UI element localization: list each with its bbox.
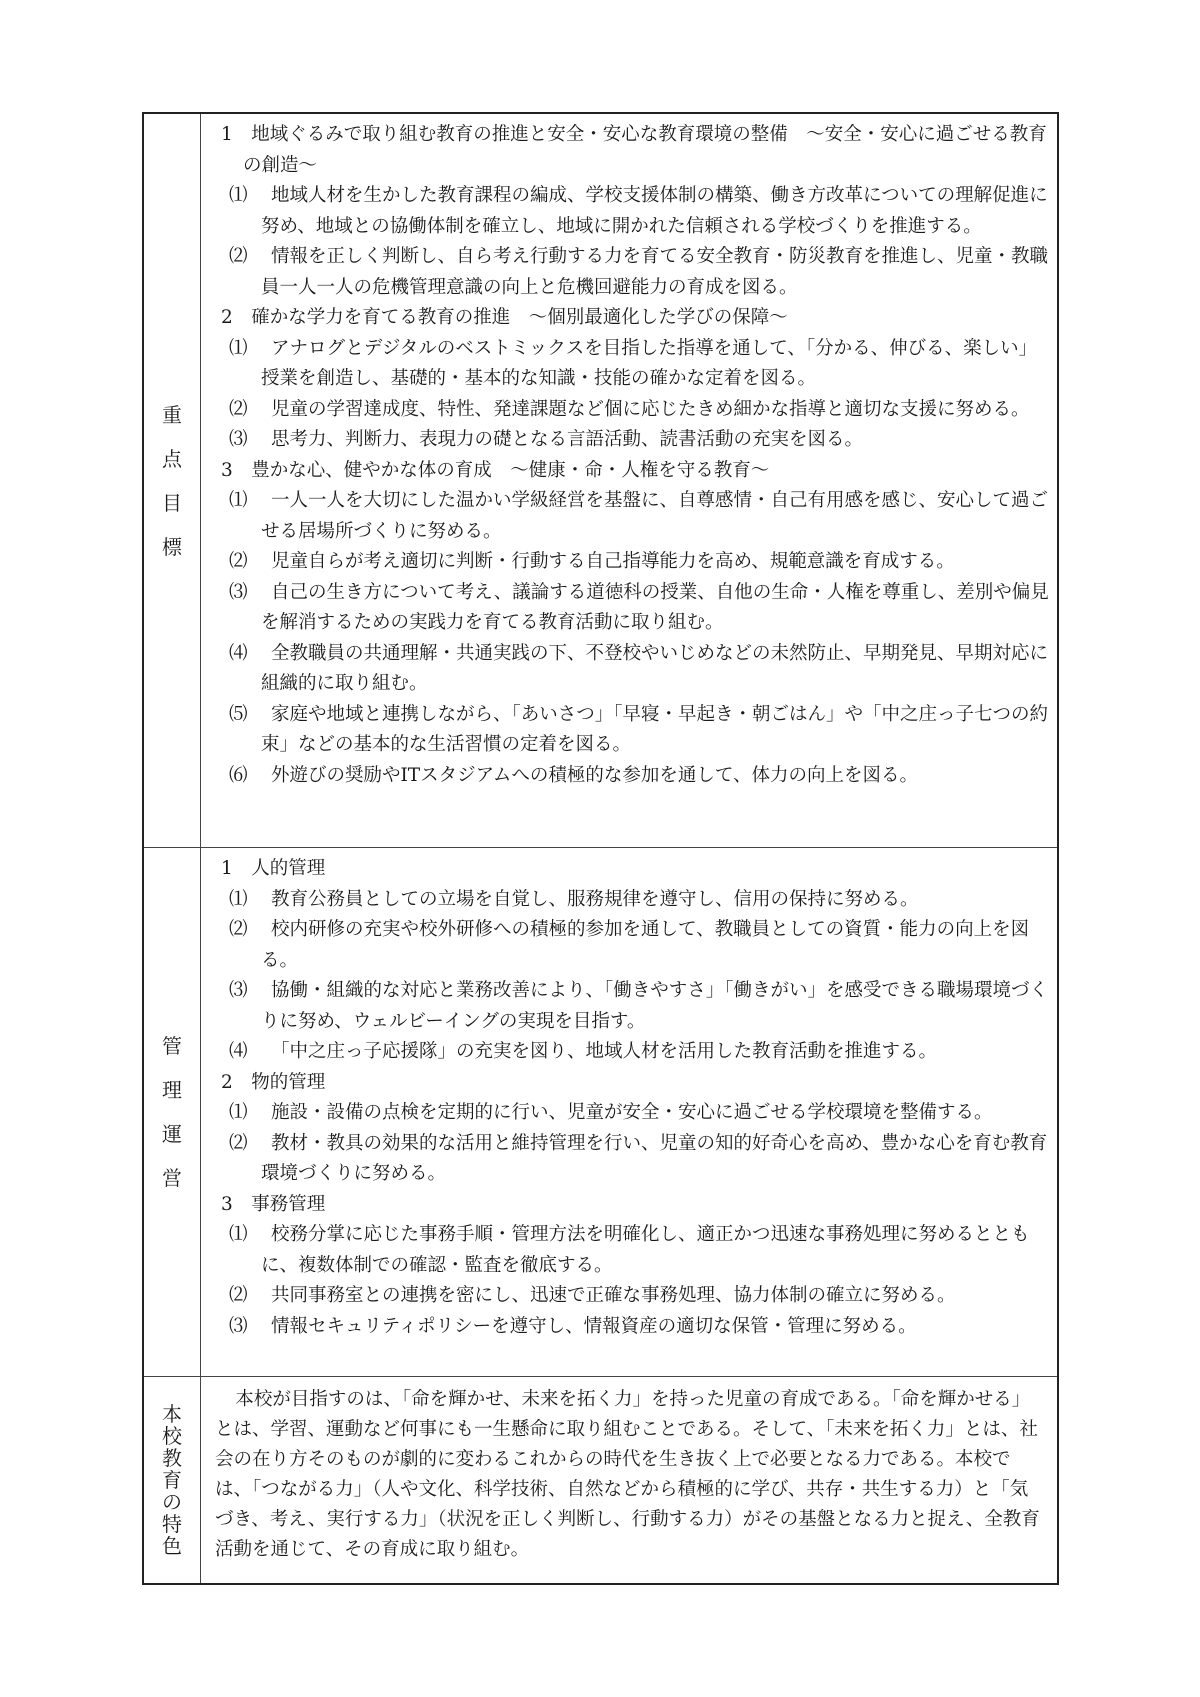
list-item xyxy=(229,976,1049,1037)
management-heading-3: 3 事務管理 xyxy=(221,1193,326,1215)
management-heading-1: 1 人的管理 xyxy=(221,858,326,879)
item-text: 共同事務室との連携を密にし、迅速で正確な事務処理、協力体制の確立に努める。 xyxy=(271,1285,956,1306)
list-item xyxy=(229,242,1049,303)
goals-heading-3: 3 豊かな心、健やかな体の育成 ～健康・命・人権を守る教育～ xyxy=(221,459,770,481)
item-number: ⑵ xyxy=(229,246,248,267)
list-item xyxy=(229,395,1049,426)
list-item xyxy=(229,547,1049,578)
item-number: ⑸ xyxy=(229,703,248,725)
goals-row xyxy=(144,114,1057,847)
item-text: アナログとデジタルのベストミックスを目指した指導を通して、「分かる、伸びる、楽しい」授業を創造し、基礎的・基本的な知識・技能の確かな定着を図る。 xyxy=(261,337,1038,389)
management-label-char: 理 xyxy=(162,1078,182,1102)
management-row xyxy=(144,847,1057,1376)
item-number: ⑵ xyxy=(229,1132,248,1154)
list-item xyxy=(229,1281,1049,1312)
item-number: ⑶ xyxy=(229,980,248,1001)
list-item xyxy=(229,181,1049,242)
list-item xyxy=(229,915,1049,976)
item-number: ⑶ xyxy=(229,429,248,450)
item-number: ⑵ xyxy=(229,919,248,940)
goals-label-char: 点 xyxy=(162,446,182,471)
goals-label-char: 標 xyxy=(162,534,182,559)
management-label-char: 管 xyxy=(162,1034,182,1058)
list-item xyxy=(229,1129,1049,1190)
item-number: ⑴ xyxy=(229,337,248,359)
item-number: ⑴ xyxy=(229,1102,248,1123)
feature-row xyxy=(144,1376,1057,1583)
feature-label-char: 教 xyxy=(162,1446,182,1470)
item-number: ⑴ xyxy=(229,888,248,910)
item-number: ⑴ xyxy=(229,490,248,511)
item-text: 一人一人を大切にした温かい学級経営を基盤に、自尊感情・自己有用感を感じ、安心して過ごせる居場所づくりに努める。 xyxy=(261,490,1049,542)
item-number: ⑹ xyxy=(229,764,248,786)
management-label-char: 営 xyxy=(162,1166,182,1190)
item-text: 思考力、判断力、表現力の礎となる言語活動、読書活動の充実を図る。 xyxy=(271,429,864,450)
feature-label-cell xyxy=(144,1377,201,1583)
feature-label-char: 色 xyxy=(162,1534,182,1558)
list-item xyxy=(229,486,1049,547)
feature-label xyxy=(162,1403,182,1557)
feature-label-char: 本 xyxy=(162,1402,182,1426)
list-item xyxy=(229,1220,1049,1281)
item-text: 校内研修の充実や校外研修への積極的参加を通して、教職員としての資質・能力の向上を図る。 xyxy=(261,919,1030,971)
goals-label-char: 重 xyxy=(162,402,182,427)
list-item xyxy=(229,1312,1049,1343)
item-number: ⑴ xyxy=(229,1224,248,1245)
item-text: 施設・設備の点検を定期的に行い、児童が安全・安心に過ごせる学校環境を整備する。 xyxy=(271,1102,993,1123)
goals-label xyxy=(162,393,182,569)
list-item xyxy=(229,334,1049,395)
list-item xyxy=(229,761,1049,792)
list-item xyxy=(229,578,1049,639)
item-number: ⑴ xyxy=(229,185,248,206)
item-text: 教育公務員としての立場を自覚し、服務規律を遵守し、信用の保持に努める。 xyxy=(271,888,919,910)
item-number: ⑷ xyxy=(229,1041,248,1062)
management-label-cell xyxy=(144,848,201,1376)
management-label xyxy=(162,1024,182,1200)
item-text: 教材・教具の効果的な活用と維持管理を行い、児童の知的好奇心を高め、豊かな心を育む教育環境づくりに努める。 xyxy=(261,1132,1048,1184)
list-item xyxy=(229,700,1049,761)
item-text: 自己の生き方について考え、議論する道徳科の授業、自他の生命・人権を尊重し、差別や偏見を解消するための実践力を育てる教育活動に取り組む。 xyxy=(261,581,1049,633)
item-text: 「中之庄っ子応援隊」の充実を図り、地域人材を活用した教育活動を推進する。 xyxy=(271,1041,938,1062)
feature-text: 本校が目指すのは、「命を輝かせ、未来を拓く力」を持った児童の育成である。「命を輝かせる」とは、学習、運動など何事にも一生懸命に取り組むことである。そして、「未来を拓く力」とは、社会の在り方そのものが劇的に変わるこれからの時代を生き抜く上で必要となる力である。本校では、「つながる力」（人や文化、科学技術、自然などから積極的に学び、共存・共生する力）と「気づき、考え、実行する力」（状況を正しく判断し、行動する力）がその基盤となる力と捉え、全教育活動を通じて、その育成に取り組む。 xyxy=(215,1389,1040,1560)
item-text: 情報を正しく判断し、自ら考え行動する力を育てる安全教育・防災教育を推進し、児童・教職員一人一人の危機管理意識の向上と危機回避能力の育成を図る。 xyxy=(261,246,1049,298)
item-text: 校務分掌に応じた事務手順・管理方法を明確化し、適正かつ迅速な事務処理に努めるとともに、複数体制での確認・監査を徹底する。 xyxy=(261,1224,1030,1276)
list-item xyxy=(229,1037,1049,1068)
item-text: 外遊びの奨励やITスタジアムへの積極的な参加を通して、体力の向上を図る。 xyxy=(271,764,918,786)
item-number: ⑷ xyxy=(229,642,248,664)
goals-heading-1: 1 地域ぐるみで取り組む教育の推進と安全・安心な教育環境の整備 ～安全・安心に過ごせる教育の創造～ xyxy=(221,124,1047,176)
item-number: ⑶ xyxy=(229,1315,248,1337)
item-number: ⑶ xyxy=(229,581,248,603)
item-number: ⑵ xyxy=(229,398,248,420)
item-text: 児童自らが考え適切に判断・行動する自己指導能力を高め、規範意識を育成する。 xyxy=(271,551,955,572)
feature-label-char: 校 xyxy=(162,1424,182,1448)
feature-label-char: 特 xyxy=(162,1512,182,1536)
item-text: 家庭や地域と連携しながら、「あいさつ」「早寝・早起き・朝ごはん」や「中之庄っ子七つの約束」などの基本的な生活習慣の定着を図る。 xyxy=(261,703,1049,755)
item-number: ⑵ xyxy=(229,551,248,572)
management-content xyxy=(201,848,1057,1376)
goals-label-cell xyxy=(144,114,201,847)
item-number: ⑵ xyxy=(229,1285,248,1306)
management-label-char: 運 xyxy=(162,1122,182,1146)
goals-heading-2: 2 確かな学力を育てる教育の推進 ～個別最適化した学びの保障～ xyxy=(221,307,788,328)
feature-label-char: 育 xyxy=(162,1468,182,1492)
list-item xyxy=(229,885,1049,916)
item-text: 児童の学習達成度、特性、発達課題など個に応じたきめ細かな指導と適切な支援に努める。 xyxy=(271,398,1030,420)
item-text: 全教職員の共通理解・共通実践の下、不登校やいじめなどの未然防止、早期発見、早期対応に組織的に取り組む。 xyxy=(261,642,1049,694)
list-item xyxy=(229,1098,1049,1129)
list-item xyxy=(229,639,1049,700)
list-item xyxy=(229,425,1049,456)
goals-content xyxy=(201,114,1057,847)
feature-label-char: の xyxy=(162,1490,182,1514)
item-text: 情報セキュリティポリシーを遵守し、情報資産の適切な保管・管理に努める。 xyxy=(271,1315,917,1337)
item-text: 協働・組織的な対応と業務改善により、「働きやすさ」「働きがい」を感受できる職場環境づくりに努め、ウェルビーイングの実現を目指す。 xyxy=(261,980,1049,1032)
item-text: 地域人材を生かした教育課程の編成、学校支援体制の構築、働き方改革についての理解促進に努め、地域との協働体制を確立し、地域に開かれた信頼される学校づくりを推進する。 xyxy=(261,185,1048,237)
management-heading-2: 2 物的管理 xyxy=(221,1071,326,1093)
goals-label-char: 目 xyxy=(162,490,182,515)
school-plan-table xyxy=(142,112,1059,1585)
feature-content xyxy=(201,1377,1057,1583)
